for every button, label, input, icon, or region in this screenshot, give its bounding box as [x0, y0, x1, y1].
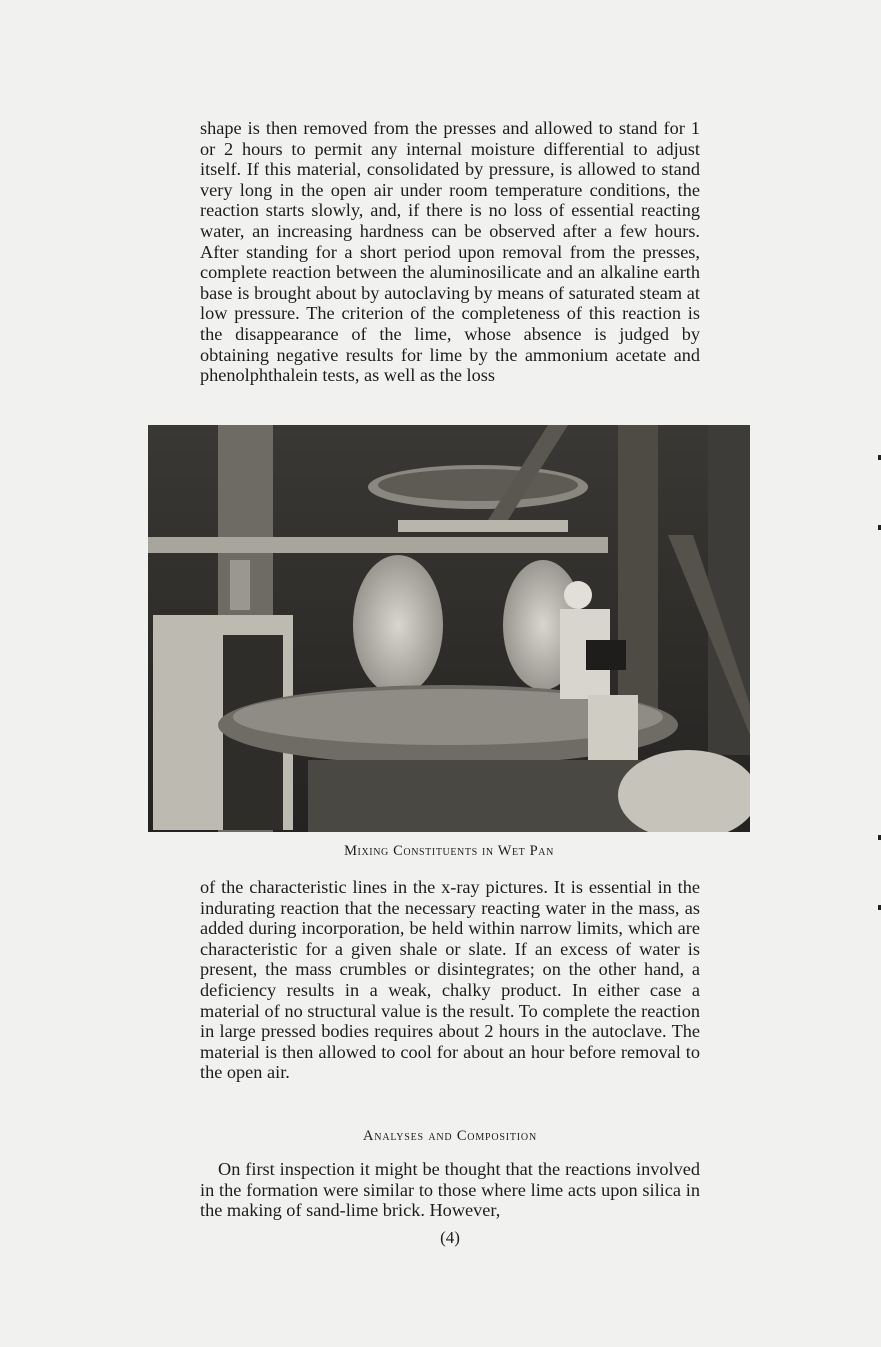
page-number: (4)	[440, 1228, 460, 1247]
body-paragraph-bottom	[200, 1159, 700, 1221]
body-paragraph-top	[200, 118, 700, 386]
photograph-mixing-wet-pan	[148, 425, 750, 832]
paragraph-bottom-text: On first inspection it might be thought that the reactions involved in the formation were similar to those where lime acts upon silica in the making of sand-lime brick. However,	[200, 1159, 700, 1221]
section-heading: Analyses and Composition	[363, 1128, 537, 1144]
figure-caption: Mixing Constituents in Wet Pan	[344, 843, 554, 859]
paragraph-top-text: shape is then removed from the presses and allowed to stand for 1 or 2 hours to permit any internal moisture differential to adjust itself. If this material, consolidated by pressure, is allowed to stand very long in the open air under room temperature conditions, the reaction starts slowly, and, if there is no loss of essential reacting water, an increasing hardness can be observed after a few hours. After standing for a short period upon removal from the presses, complete reaction between the aluminosilicate and an alkaline earth base is brought about by autoclaving by means of saturated steam at low pressure. The criterion of the completeness of this reaction is the disappearance of the lime, whose absence is judged by obtaining negative results for lime by the ammonium acetate and phenolphthalein tests, as well as the loss	[200, 118, 700, 386]
paragraph-middle-text: of the characteristic lines in the x-ray pictures. It is essential in the indurating reaction that the necessary reacting water in the mass, as added during incorporation, be held within narrow limits, which are characteristic for a given shale or slate. If an excess of water is present, the mass crumbles or disintegrates; on the other hand, a deficiency results in a weak, chalky product. In either case a material of no structural value is the result. To complete the reaction in large pressed bodies requires about 2 hours in the autoclave. The material is then allowed to cool for about an hour before removal to the open air.	[200, 877, 700, 1083]
photo-illustration	[148, 425, 750, 832]
body-paragraph-middle	[200, 877, 700, 1083]
